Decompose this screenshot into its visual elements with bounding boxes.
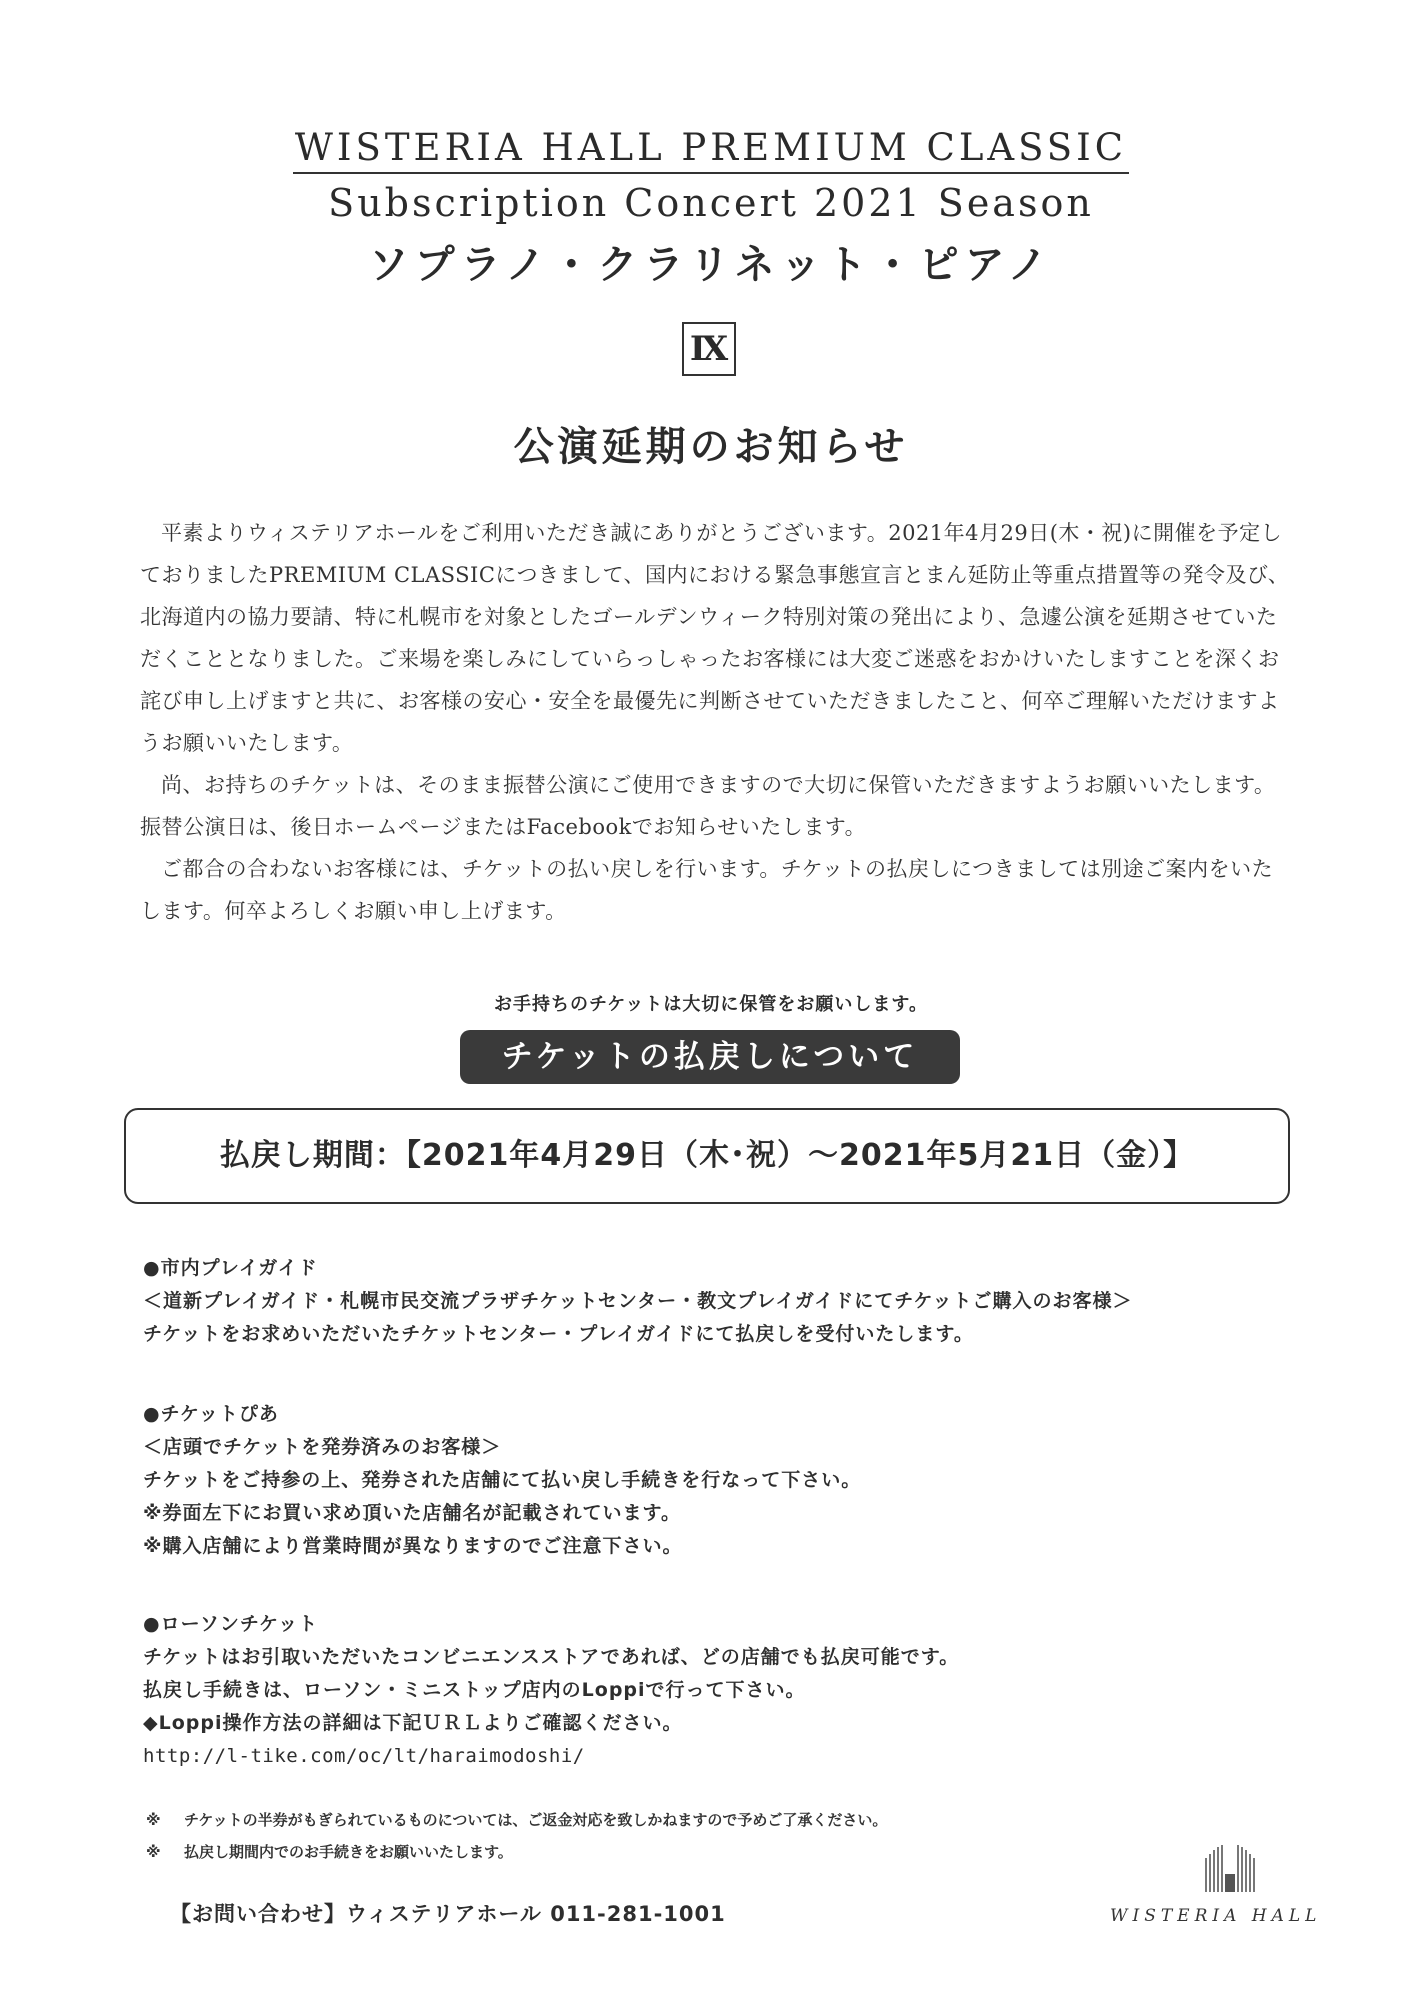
series-title [0,126,1422,174]
footnote-text: 払戻し期間内でのお手続きをお願いいたします。 [184,1843,513,1861]
section-line: チケットをご持参の上、発券された店舗にて払い戻し手続きを行なって下さい。 [143,1469,862,1491]
refund-period: 払戻し期間：【2021年4月29日（木･祝）〜2021年5月21日（金）】 [219,1138,1195,1173]
section-line: ＜道新プレイガイド・札幌市民交流プラザチケットセンター・教文プレイガイドにてチケットご購入のお客様＞ [143,1290,1133,1312]
series-title-text: WISTERIA HALL PREMIUM CLASSIC [293,126,1129,174]
section-title: ●市内プレイガイド [143,1257,318,1279]
section-line: チケットはお引取いただいたコンビニエンスストアであれば、どの店舗でも払戻可能です。 [143,1646,960,1668]
section-line: ◆Loppi操作方法の詳細は下記ＵＲＬよりご確認ください。 [143,1712,683,1734]
lawson-refund-link[interactable]: http://l-tike.com/oc/lt/haraimodoshi/ [143,1745,585,1767]
notice-body [140,512,1290,932]
footnote-mark: ※ [146,1811,161,1829]
keep-ticket-note: お手持ちのチケットは大切に保管をお願いします。 [494,994,928,1015]
season-title: Subscription Concert 2021 Season [328,181,1094,225]
refund-banner: チケットの払戻しについて [460,1030,960,1084]
notice-paragraph-3: ご都合の合わないお客様には、チケットの払い戻しを行います。チケットの払戻しにつきましては別途ご案内をいたします。何卒よろしくお願い申し上げます。 [140,857,1274,923]
program-title: ソプラノ・クラリネット・ピアノ [368,242,1054,288]
section-line: チケットをお求めいただいたチケットセンター・プレイガイドにて払戻しを受付いたします。 [143,1323,974,1345]
footnote-1 [146,1810,1246,1830]
footnote-mark: ※ [146,1843,161,1861]
contact-info: 【お問い合わせ】ウィステリアホール 011-281-1001 [170,1902,726,1926]
notice-heading: 公演延期のお知らせ [513,424,909,470]
section-city-playguide [143,1252,1343,1351]
section-title: ●チケットぴあ [143,1403,279,1425]
section-lawson-ticket [143,1608,1343,1773]
footnote-2 [146,1842,1246,1862]
section-line: ＜店頭でチケットを発券済みのお客様＞ [143,1436,502,1458]
footnote-text: チケットの半券がもぎられているものについては、ご返金対応を致しかねますので予めご了承ください。 [184,1811,888,1829]
organ-pipes-icon [1202,1844,1258,1894]
section-line: 払戻し手続きは、ローソン・ミニストップ店内のLoppiで行って下さい。 [143,1679,806,1701]
section-line: ※購入店舗により営業時間が異なりますのでご注意下さい。 [143,1535,683,1557]
section-ticket-pia [143,1398,1343,1563]
wisteria-hall-logo-text: WISTERIA HALL [1110,1906,1322,1926]
section-line: ※券面左下にお買い求め頂いた店舗名が記載されています。 [143,1502,681,1524]
notice-paragraph-2: 尚、お持ちのチケットは、そのまま振替公演にご使用できますので大切に保管いただきますようお願いいたします。振替公演日は、後日ホームページまたはFacebookでお知らせいたします。 [140,773,1276,839]
section-title: ●ローソンチケット [143,1613,319,1635]
concert-number-badge: Ⅸ [682,322,736,376]
notice-paragraph-1: 平素よりウィステリアホールをご利用いただき誠にありがとうございます。2021年4月29日(木・祝)に開催を予定しておりましたPREMIUM CLASSICにつきまして、国内における緊急事態宣言とまん延防止等重点措置等の発令及び、北海道内の協力要請、特に札幌市を対象としたゴールデンウィーク特別対策の発出により、急遽公演を延期させていただくこととなりました。ご来場を楽しみにしていらっしゃったお客様には大変ご迷惑をおかけいたしますことを深くお詫び申し上げますと共に、お客様の安心・安全を最優先に判断させていただきましたこと、何卒ご理解いただけますようお願いいたします。 [140,521,1290,755]
